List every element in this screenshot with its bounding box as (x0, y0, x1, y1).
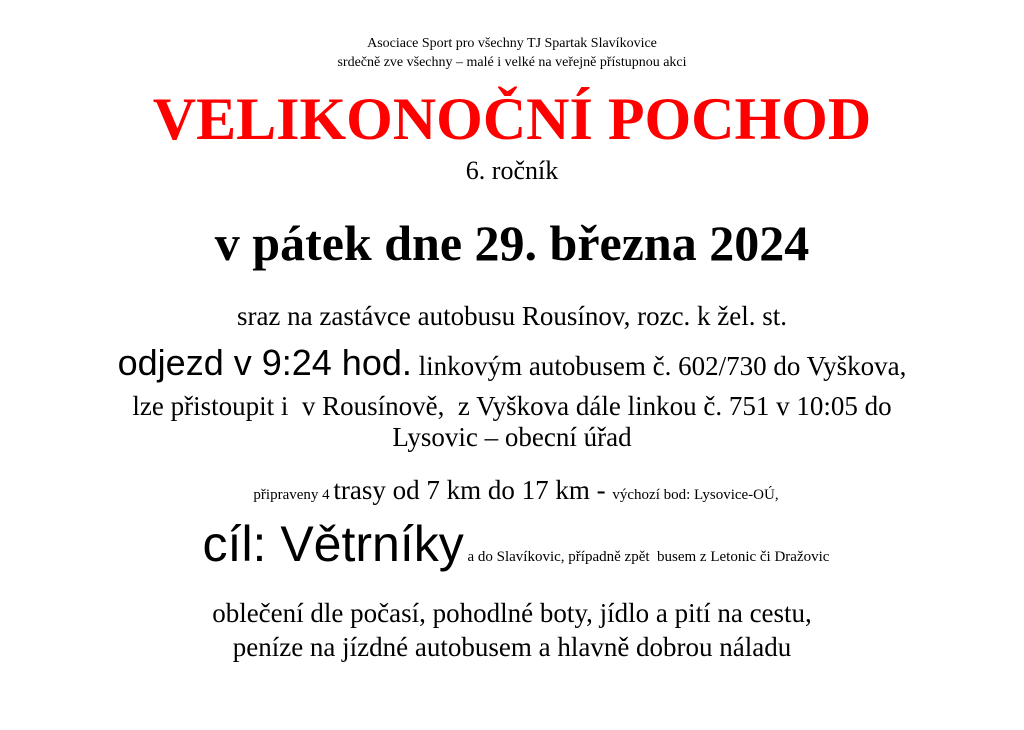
goal-row (0, 503, 1024, 572)
routes-distance: trasy od 7 km do 17 km - (333, 475, 613, 505)
goal-continuation: a do Slavíkovic, případně zpět busem z Letonic či Dražovic (463, 549, 830, 565)
routes-prefix: připraveny 4 (253, 487, 334, 503)
departure-details: linkovým autobusem č. 602/730 do Vyškova, (411, 351, 907, 381)
equipment-line-2: peníze na jízdné autobusem a hlavně dobrou náladu (232, 632, 792, 662)
edition-line: 6. ročník (465, 156, 559, 185)
routes-start-point: výchozí bod: Lysovice-OÚ, (612, 487, 779, 503)
departure-time: odjezd v 9:24 hod. (117, 342, 412, 383)
equipment-line-1: oblečení dle počasí, pohodlné boty, jídlo a pití na cestu, (212, 598, 812, 628)
departure-row (0, 342, 1024, 383)
routes-row (0, 461, 1024, 504)
event-date: v pátek dne 29. března 2024 (214, 215, 810, 271)
organizer-line: Asociace Sport pro všechny TJ Spartak Slavíkovice (367, 36, 657, 51)
transfer-line: lze přistoupit i v Rousínově, z Vyškova dále linkou č. 751 v 10:05 do (132, 391, 892, 421)
meeting-point: sraz na zastávce autobusu Rousínov, rozc. k žel. st. (236, 301, 788, 331)
goal-label: cíl: Větrníky (202, 516, 464, 572)
destination-stop: Lysovic – obecní úřad (392, 422, 632, 452)
invitation-line: srdečně zve všechny – malé i velké na veřejně přístupnou akci (337, 55, 687, 70)
event-title: VELIKONOČNÍ POCHOD (152, 86, 872, 152)
